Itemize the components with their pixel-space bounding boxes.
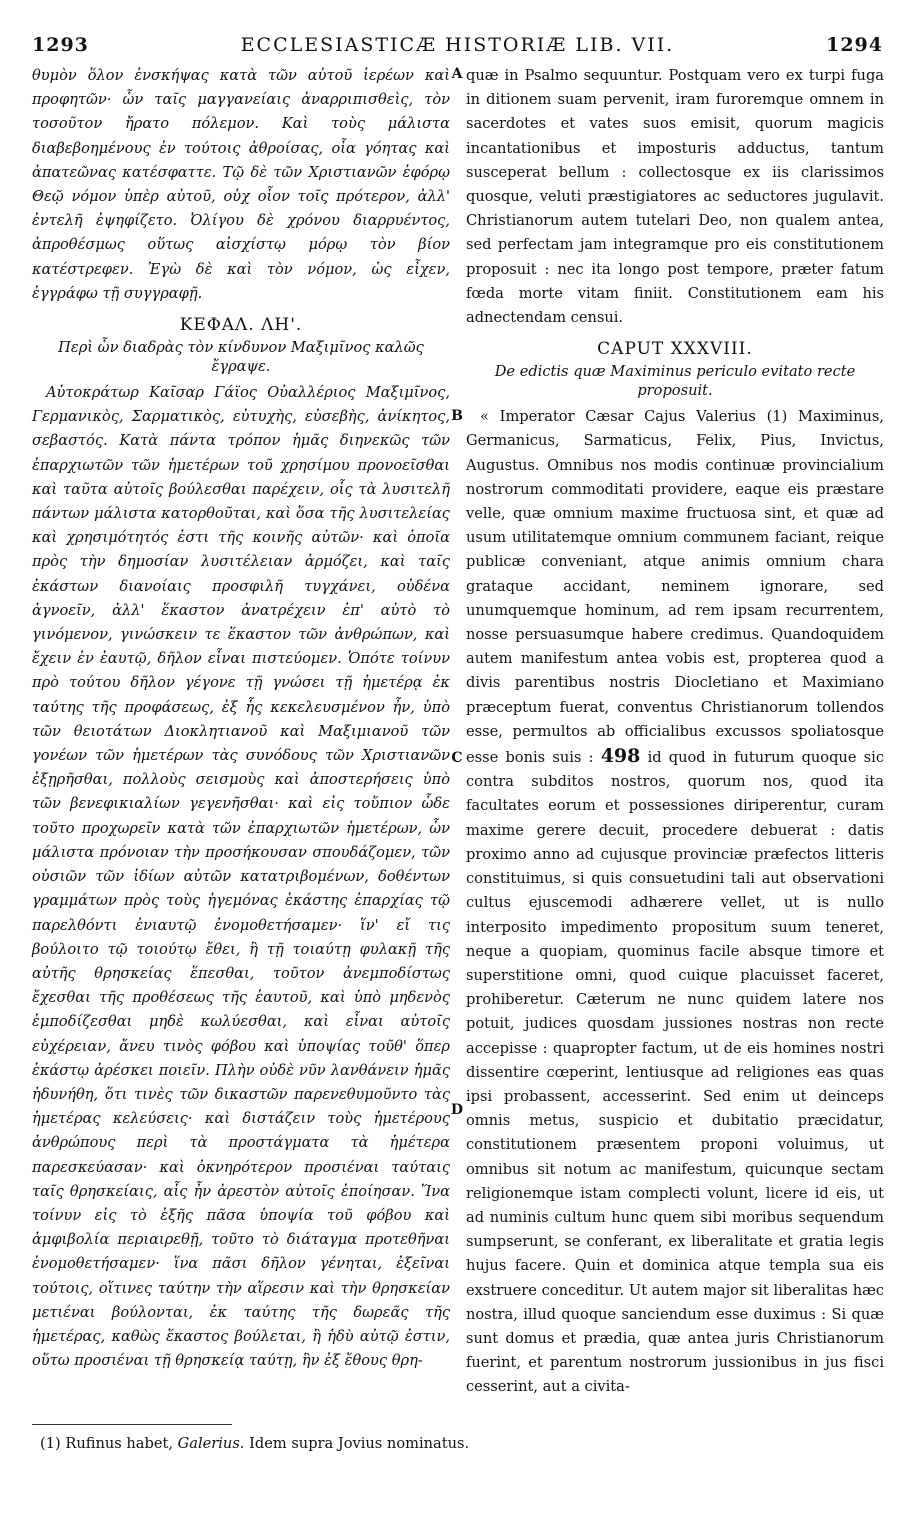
margin-marker-c: C	[451, 750, 463, 766]
latin-chapter-title: De edictis quæ Maximinus periculo evitato recte proposuit.	[494, 363, 856, 400]
margin-marker-d: D	[450, 1102, 464, 1118]
latin-chapter-heading: CAPUT XXXVIII.	[597, 339, 753, 360]
latin-text-after-number: id quod in futurum quoque sic contra subditos nostros, quorum nos, quod ita facultates eorum et possessiones diriperentur, curam maxime gerere decuit, procedere debuerat : datis proximo anno ad cujusque provinciæ præfectos litteris constituimus, si quis consuetudini tali aut observationi cultus ejuscemodi adhærere vellet, ut is nullo interposito impedimento propositum suum teneret, neque a quopiam, quominus facile absque timore et superstitione omni, quod cuique placuisset faceret, prohiberetur. Cæterum ne nunc quidem latere nos potuit, judices quosdam jussiones nostras non recte accepisse : quapropter factum, ut de eis homines nostri dissentire cœperint, lentiusque ad religiones eas quas ipsi probassent, accesserint. Sed enim ut deinceps omnis metus, suspicio et dubitatio præcidatur, constitutionem præsentem proponi voluimus, ut omnibus sit notum ac manifestum, quicunque sectam religionemque istam complecti volunt, licere id eis, ut ad numinis cultum hunc quem sibi moribus sequendum sumpserunt, se conferant, ex liberalitate et gratia legis hujus facere. Quin et dominica atque templa sua eis exstruere conceditur. Ut autem major sit liberalitas hæc nostra, illud quoque sanciendum esse duximus : Si quæ sunt domus et prædia, quæ antea juris Christianorum fuerint, et parentum nostrorum jussionibus in jus fisci cesserint, aut a civita-	[466, 749, 884, 1396]
footnote-italic-name: Galerius.	[177, 1435, 245, 1452]
right-page-number: 1294	[826, 34, 883, 56]
latin-text-before-number: « Imperator Cæsar Cajus Valerius (1) Maximinus, Germanicus, Sarmaticus, Felix, Pius, Invictus, Augustus. Omnibus nos modis continuæ provincialium nostrorum commoditati providere, eaque eis præstare velle, quæ omnium maxime fructuosa sint, et quæ ad usum utilitatemque omnium communem faciant, reique publicæ conveniant, atque animis omnium chara grataque accidant, neminem ignorare, sed unumquemque hominum, ad rem ipsam recurrentem, nosse persuasumque habere credimus. Quandoquidem autem manifestum antea vobis est, propterea quod a divis parentibus nostris Diocletiano et Maximiano præceptum fuerat, conventus Christianorum tollendos esse, permultos ab officialibus excussos spoliatosque esse bonis suis :	[466, 408, 884, 767]
latin-column	[466, 64, 884, 1400]
greek-chapter-title: Περὶ ὧν διαδρὰς τὸν κίνδυνον Μαξιμῖνος καλῶς ἔγραψε.	[58, 339, 424, 376]
greek-chapter-heading: ΚΕΦΑΛ. ΛΗ'.	[179, 315, 303, 336]
left-page-number: 1293	[32, 34, 89, 56]
greek-column	[32, 64, 450, 1373]
running-title: ECCLESIASTICÆ HISTORIÆ LIB. VII.	[240, 34, 675, 56]
footnote-rule	[32, 1424, 232, 1425]
margin-marker-b: B	[451, 408, 463, 424]
footnote-text-before: Rufinus habet,	[65, 1435, 173, 1452]
footnote	[40, 1434, 883, 1454]
greek-paragraph-2: Αὐτοκράτωρ Καῖσαρ Γάϊος Οὐαλλέριος Μαξιμῖνος, Γερμανικὸς, Σαρματικὸς, εὐτυχὴς, εὐσεβὴς, ἀνίκητος, σεβαστός. Κατὰ πάντα τρόπον ἡμᾶς διηνεκῶς τῶν ἐπαρχιωτῶν τῶν ἡμετέρων τοῦ χρησίμου προνοεῖσθαι καὶ ταῦτα αὐτοῖς βούλεσθαι παρέχειν, οἷς τὰ λυσιτελῆ πάντων μάλιστα κατορθοῦται, καὶ ὅσα τῆς λυσιτελείας καὶ χρησιμότητός ἐστι τῆς κοινῆς αὐτῶν· καὶ ὁποῖα πρὸς τὴν δημοσίαν λυσιτέλειαν ἁρμόζει, καὶ ταῖς ἑκάστων διανοίαις προσφιλῆ τυγχάνει, οὐδένα ἀγνοεῖν, ἀλλ' ἕκαστον ἀνατρέχειν ἐπ' αὐτὸ τὸ γινόμενον, γινώσκειν τε ἕκαστον τῶν ἀνθρώπων, καὶ ἔχειν ἐν ἑαυτῷ, δῆλον εἶναι πιστεύομεν. Ὁπότε τοίνυν πρὸ τούτου δῆλον γέγονε τῇ γνώσει τῇ ἡμετέρᾳ ἐκ ταύτης τῆς προφάσεως, ἐξ ἧς κεκελευσμένον ἦν, ὑπὸ τῶν θειοτάτων Διοκλητιανοῦ καὶ Μαξιμιανοῦ τῶν γονέων τῶν ἡμετέρων τὰς συνόδους τῶν Χριστιανῶν ἐξῃρῆσθαι, πολλοὺς σεισμοὺς καὶ ἀποστερήσεις ὑπὸ τῶν βενεφικιαλίων γεγενῆσθαι· καὶ εἰς τοὔπιον ὧδε τοῦτο προχωρεῖν κατὰ τῶν ἐπαρχιωτῶν ἡμετέρων, ὧν μάλιστα πρόνοιαν τὴν προσήκουσαν σπουδάζομεν, τῶν οὐσιῶν τῶν ἰδίων αὐτῶν κατατριβομένων, δοθέντων γραμμάτων πρὸς τοὺς ἡγεμόνας ἑκάστης ἐπαρχίας τῷ παρελθόντι ἐνιαυτῷ ἐνομοθετήσαμεν· ἵν' εἴ τις βούλοιτο τῷ τοιούτῳ ἔθει, ἢ τῇ τοιαύτῃ φυλακῇ τῆς αὐτῆς θρησκείας ἕπεσθαι, τοῦτον ἀνεμποδίστως ἔχεσθαι τῆς προθέσεως τῆς ἑαυτοῦ, καὶ ὑπὸ μηδενὸς ἐμποδίζεσθαι μηδὲ κωλύεσθαι, καὶ εἶναι αὐτοῖς εὐχέρειαν, ἄνευ τινὸς φόβου καὶ ὑποψίας τοῦθ' ὅπερ ἑκάστῳ ἀρέσκει ποιεῖν. Πλὴν οὐδὲ νῦν λανθάνειν ἡμᾶς ἠδυνήθη, ὅτι τινὲς τῶν δικαστῶν παρενεθυμοῦντο τὰς ἡμετέρας κελεύσεις· καὶ διστάζειν τοὺς ἡμετέρους ἀνθρώπους περὶ τὰ προστάγματα τὰ ἡμέτερα παρεσκεύασαν· καὶ ὀκνηρότερον προσιέναι ταύταις ταῖς θρησκείαις, αἷς ἦν ἀρεστὸν αὐτοῖς ἐποίησαν. Ἵνα τοίνυν εἰς τὸ ἑξῆς πᾶσα ὑποψία τοῦ φόβου καὶ ἀμφιβολία περιαιρεθῇ, τοῦτο τὸ διάταγμα προτεθῆναι ἐνομοθετήσαμεν· ἵνα πᾶσι δῆλον γένηται, ἐξεῖναι τούτοις, οἵτινες ταύτην τὴν αἵρεσιν καὶ τὴν θρησκείαν μετιέναι βούλονται, ἐκ ταύτης τῆς δωρεᾶς τῆς ἡμετέρας, καθὼς ἕκαστος βούλεται, ἢ ἡδὺ αὐτῷ ἐστιν, οὕτω προσιέναι τῇ θρησκείᾳ ταύτῃ, ἣν ἐξ ἔθους θρη-	[32, 384, 450, 1370]
latin-paragraph-1: quæ in Psalmo sequuntur. Postquam vero ex turpi fuga in ditionem suam pervenit, iram furoremque omnem in sacerdotes et vates suos emisit, quorum magicis incantationibus et imposturis adductus, tantum susceperat bellum : collectosque ex iis clarissimos quosque, veluti præstigiatores ac seductores jugulavit. Christianorum autem tutelari Deo, non qualem antea, sed perfectam jam integramque pro eis constitutionem proposuit : nec ita longo post tempore, præter fatum fœda morte vitam finiit. Constitutionem eam his adnectendam censui.	[466, 67, 884, 327]
column-number: 498	[600, 745, 641, 768]
running-header	[32, 30, 883, 62]
margin-marker-a: A	[451, 66, 463, 82]
footnote-text-after: Idem supra Jovius nominatus.	[249, 1435, 470, 1452]
footnote-mark: (1)	[40, 1435, 61, 1452]
latin-paragraph-2	[466, 405, 884, 1399]
greek-paragraph-1: θυμὸν ὅλον ἐνσκήψας κατὰ τῶν αὐτοῦ ἱερέων καὶ προφητῶν· ὧν ταῖς μαγγανείαις ἀναρριπισθεὶς, τὸν τοσοῦτον ἤρατο πόλεμον. Καὶ τοὺς μάλιστα διαβεβοημένους ἐν τούτοις ἀθροίσας, οἷα γόητας καὶ ἀπατεῶνας κατέσφαττε. Τῷ δὲ τῶν Χριστιανῶν ἐφόρῳ Θεῷ νόμον ὑπὲρ αὐτοῦ, οὐχ οἷον τοῖς πρότερον, ἀλλ' ἐντελῆ ἐψηφίζετο. Ὀλίγου δὲ χρόνου διαρρυέντος, ἀπροθέσμως οὕτως αἰσχίστῳ μόρῳ τὸν βίον κατέστρεφεν. Ἐγὼ δὲ καὶ τὸν νόμον, ὡς εἶχεν, ἐγγράφω τῇ συγγραφῇ.	[32, 67, 450, 302]
